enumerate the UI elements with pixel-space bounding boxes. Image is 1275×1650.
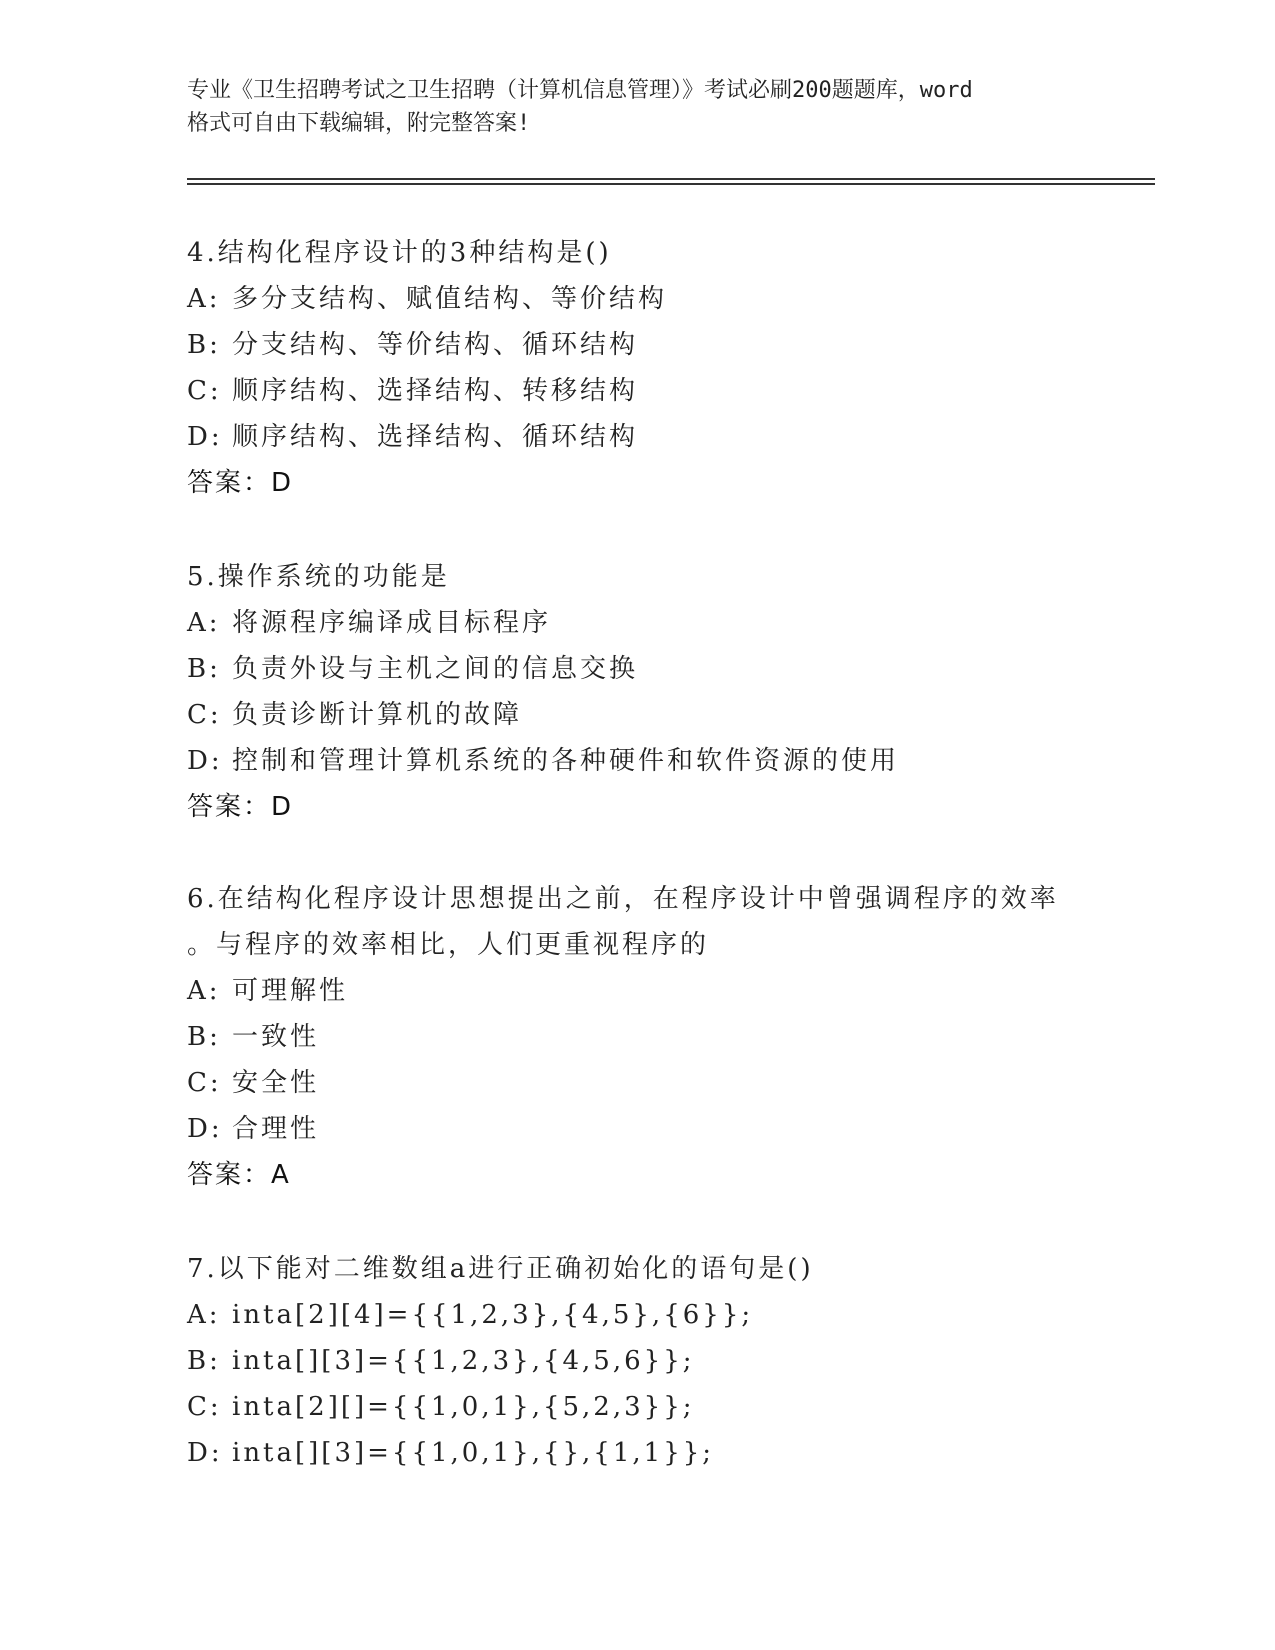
question-7	[187, 1246, 1147, 1476]
question-stem: 7.以下能对二维数组a进行正确初始化的语句是()	[187, 1254, 814, 1284]
option-text: 负责外设与主机之间的信息交换	[232, 654, 639, 684]
option-label: C:	[187, 376, 222, 406]
option-d	[187, 414, 1147, 460]
header-line-1: 专业《卫生招聘考试之卫生招聘（计算机信息管理）》考试必刷200题题库，word	[187, 78, 973, 103]
option-text: inta[][3]={{1,0,1},{},{1,1}};	[232, 1438, 715, 1468]
option-text: 合理性	[232, 1114, 320, 1144]
header-divider-top	[187, 178, 1155, 180]
option-label: D:	[187, 1438, 223, 1468]
option-text: 顺序结构、选择结构、循环结构	[232, 422, 639, 452]
option-label: C:	[187, 700, 222, 730]
option-text: 负责诊断计算机的故障	[232, 700, 523, 730]
option-label: C:	[187, 1068, 222, 1098]
option-label: B:	[187, 654, 221, 684]
answer-line: 答案：D	[187, 792, 294, 822]
option-text: 一致性	[232, 1022, 320, 1052]
question-4	[187, 230, 1147, 506]
option-text: 分支结构、等价结构、循环结构	[232, 330, 639, 360]
option-label: B:	[187, 330, 221, 360]
option-c	[187, 1384, 1147, 1430]
option-a	[187, 1292, 1147, 1338]
option-label: C:	[187, 1392, 222, 1422]
option-text: 可理解性	[232, 976, 349, 1006]
option-text: 多分支结构、赋值结构、等价结构	[232, 284, 668, 314]
option-c	[187, 692, 1147, 738]
option-b	[187, 1014, 1147, 1060]
option-label: D:	[187, 1114, 223, 1144]
option-text: inta[2][4]={{1,2,3},{4,5},{6}};	[232, 1300, 754, 1330]
question-5	[187, 554, 1147, 830]
answer-line: 答案：D	[187, 468, 294, 498]
option-text: inta[2][]={{1,0,1},{5,2,3}};	[232, 1392, 695, 1422]
question-stem: 6.在结构化程序设计思想提出之前，在程序设计中曾强调程序的效率	[187, 884, 1059, 914]
option-c	[187, 368, 1147, 414]
option-text: 顺序结构、选择结构、转移结构	[232, 376, 639, 406]
option-c	[187, 1060, 1147, 1106]
option-a	[187, 968, 1147, 1014]
header-divider-bottom	[187, 183, 1155, 185]
option-label: A:	[187, 976, 221, 1006]
question-stem-continued: 。与程序的效率相比，人们更重视程序的	[187, 930, 710, 960]
option-label: D:	[187, 422, 223, 452]
option-a	[187, 276, 1147, 322]
question-6	[187, 876, 1147, 1198]
option-b	[187, 1338, 1147, 1384]
option-a	[187, 600, 1147, 646]
option-d	[187, 1430, 1147, 1476]
question-stem: 4.结构化程序设计的3种结构是()	[187, 238, 612, 268]
question-stem: 5.操作系统的功能是	[187, 562, 450, 592]
option-b	[187, 322, 1147, 368]
option-label: B:	[187, 1346, 221, 1376]
option-text: inta[][3]={{1,2,3},{4,5,6}};	[232, 1346, 695, 1376]
option-label: A:	[187, 1300, 221, 1330]
answer-line: 答案：A	[187, 1160, 291, 1190]
option-label: D:	[187, 746, 223, 776]
option-b	[187, 646, 1147, 692]
option-text: 将源程序编译成目标程序	[232, 608, 552, 638]
header-line-2: 格式可自由下载编辑，附完整答案!	[187, 111, 531, 136]
option-d	[187, 738, 1147, 784]
option-text: 控制和管理计算机系统的各种硬件和软件资源的使用	[232, 746, 900, 776]
option-text: 安全性	[232, 1068, 320, 1098]
option-label: B:	[187, 1022, 221, 1052]
document-header	[187, 74, 1107, 140]
option-label: A:	[187, 608, 221, 638]
option-d	[187, 1106, 1147, 1152]
option-label: A:	[187, 284, 221, 314]
